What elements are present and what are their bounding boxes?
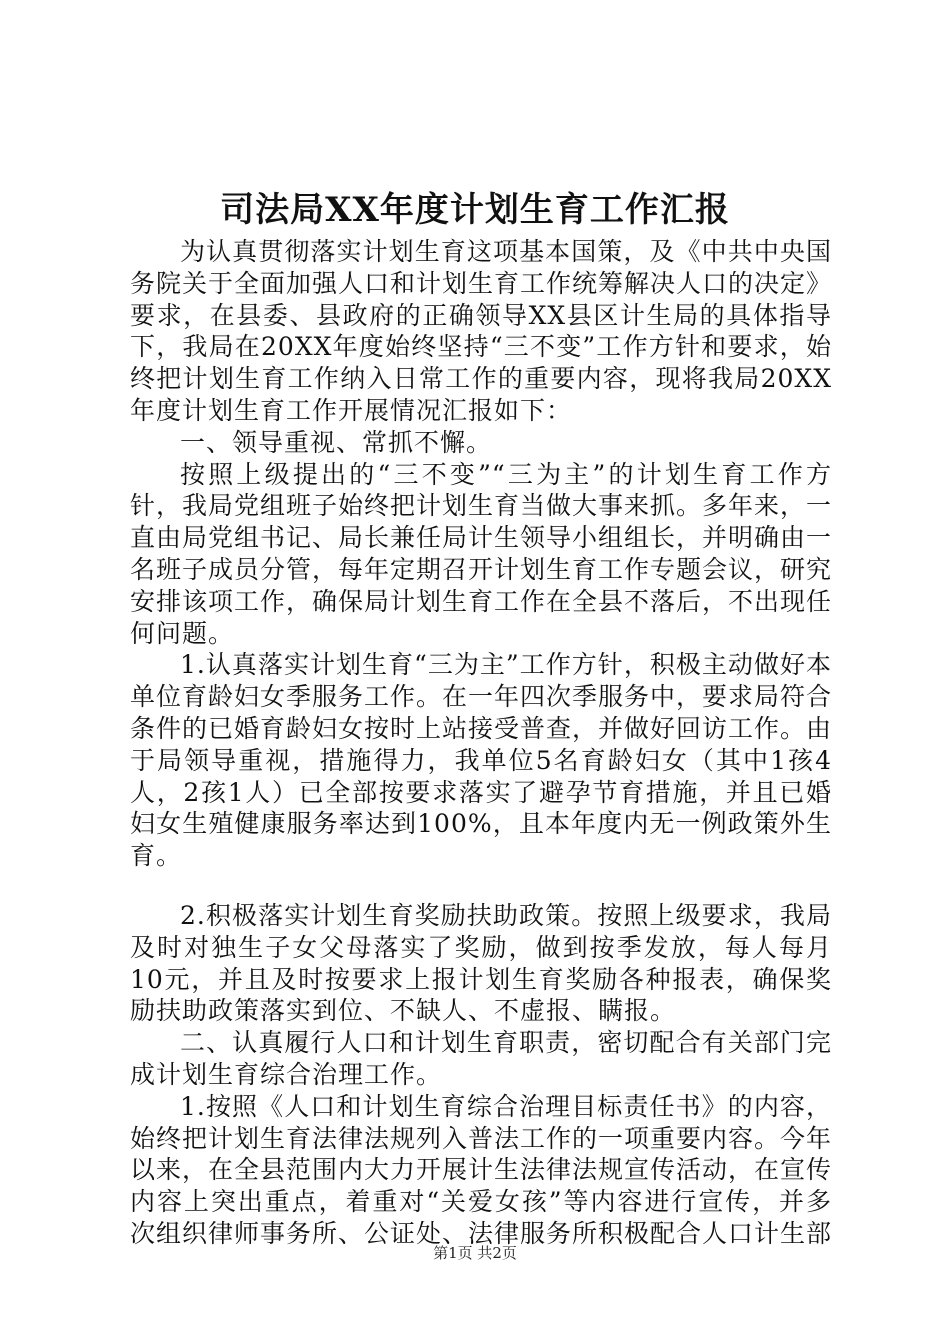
document-body <box>130 236 832 1250</box>
section-heading-2: 二、认真履行人口和计划生育职责，密切配合有关部门完成计划生育综合治理工作。 <box>130 1028 832 1089</box>
section-heading-1: 一、领导重视、常抓不懈。 <box>180 427 493 457</box>
section-1-paragraph: 按照上级提出的“三不变”“三为主”的计划生育工作方针，我局党组班子始终把计划生育当做大事来抓。多年来，一直由局党组书记、局长兼任局计生领导小组组长，并明确由一名班子成员分管，每年定期召开计划生育工作专题会议，研究安排该项工作，确保局计划生育工作在全县不落后，不出现任何问题。 <box>130 459 833 648</box>
page-number-footer: 第1页 共2页 <box>433 1244 517 1262</box>
document-title: 司法局XX年度计划生育工作汇报 <box>220 190 730 230</box>
section-2-item-1-paragraph: 1.按照《人口和计划生育综合治理目标责任书》的内容，始终把计划生育法律法规列入普法工作的一项重要内容。今年以来，在全县范围内大力开展计生法律法规宣传活动，在宣传内容上突出重点，着重对“关爱女孩”等内容进行宣传，并多次组织律师事务所、公证处、法律服务所积极配合人口计生部 <box>130 1091 833 1248</box>
paragraph-gap <box>130 872 832 900</box>
item-2-paragraph: 2.积极落实计划生育奖励扶助政策。按照上级要求，我局及时对独生子女父母落实了奖励，做到按季发放，每人每月10元，并且及时按要求上报计划生育奖励各种报表，确保奖励扶助政策落实到位、不缺人、不虚报、瞒报。 <box>130 900 832 1026</box>
item-1-paragraph: 1.认真落实计划生育“三为主”工作方针，积极主动做好本单位育龄妇女季服务工作。在一年四次季服务中，要求局符合条件的已婚育龄妇女按时上站接受普查，并做好回访工作。由于局领导重视，措施得力，我单位5名育龄妇女（其中1孩4人，2孩1人）已全部按要求落实了避孕节育措施，并且已婚妇女生殖健康服务率达到100%，且本年度内无一例政策外生育。 <box>130 650 833 871</box>
intro-paragraph: 为认真贯彻落实计划生育这项基本国策，及《中共中央国务院关于全面加强人口和计划生育工作统筹解决人口的决定》要求，在县委、县政府的正确领导XX县区计生局的具体指导下，我局在20XX年度始终坚持“三不变”工作方针和要求，始终把计划生育工作纳入日常工作的重要内容，现将我局20XX年度计划生育工作开展情况汇报如下： <box>130 237 833 425</box>
